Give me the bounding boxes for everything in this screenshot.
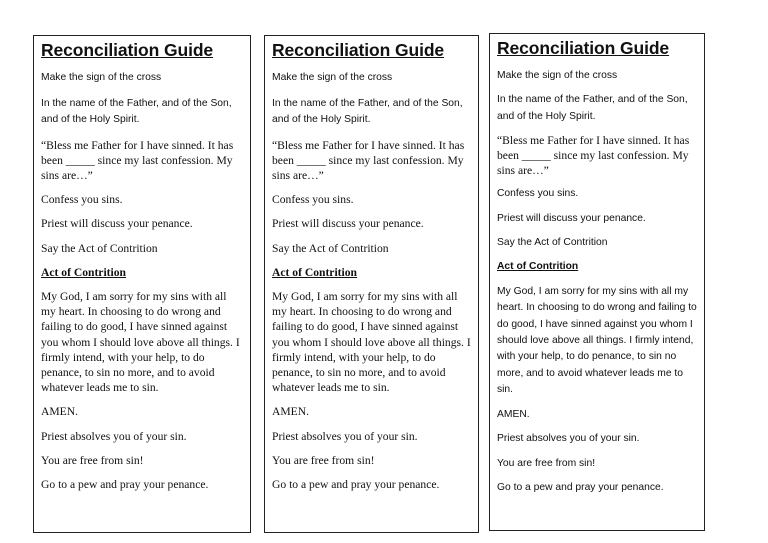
step-amen: AMEN. bbox=[497, 408, 530, 420]
reconciliation-card-3 bbox=[489, 33, 705, 531]
step-free: You are free from sin! bbox=[497, 457, 596, 469]
step-free: You are free from sin! bbox=[41, 453, 144, 467]
step-in-the-name: In the name of the Father, and of the Son, and of the Holy Spirit. bbox=[497, 94, 688, 122]
step-pew: Go to a pew and pray your penance. bbox=[41, 477, 209, 491]
act-of-contrition-text: My God, I am sorry for my sins with all my heart. In choosing to do wrong and failing to do good, I have sinned against you whom I should love above all things. I firmly intend, with your help, to do penance, to sin no more, and to avoid whatever leads me to sin. bbox=[41, 289, 240, 395]
step-confess: Confess you sins. bbox=[497, 188, 579, 200]
step-confess: Confess you sins. bbox=[41, 193, 123, 207]
step-confess: Confess you sins. bbox=[272, 193, 354, 207]
step-in-the-name: In the name of the Father, and of the Son, and of the Holy Spirit. bbox=[272, 97, 463, 125]
card-title: Reconciliation Guide bbox=[272, 40, 445, 60]
step-in-the-name: In the name of the Father, and of the Son, and of the Holy Spirit. bbox=[41, 97, 232, 125]
step-sign-of-cross: Make the sign of the cross bbox=[41, 72, 162, 83]
act-of-contrition-text: My God, I am sorry for my sins with all my heart. In choosing to do wrong and failing to do good, I have sinned against you whom I should love above all things. I firmly intend, with your help, to do penance, to sin no more, and to avoid whatever leads me to sin. bbox=[272, 289, 471, 395]
reconciliation-card-2 bbox=[264, 35, 479, 533]
act-of-contrition-heading: Act of Contrition bbox=[41, 265, 127, 279]
step-absolves: Priest absolves you of your sin. bbox=[272, 429, 418, 443]
act-of-contrition-text: My God, I am sorry for my sins with all my heart. In choosing to do wrong and failing to do good, I have sinned against you whom I should love above all things. I firmly intend, with your help, to do penance, to sin no more, and to avoid whatever leads me to sin. bbox=[497, 285, 697, 396]
step-amen: AMEN. bbox=[272, 405, 310, 419]
step-pew: Go to a pew and pray your penance. bbox=[272, 477, 440, 491]
step-say-act: Say the Act of Contrition bbox=[41, 241, 158, 255]
act-of-contrition-heading: Act of Contrition bbox=[497, 261, 579, 273]
card-title: Reconciliation Guide bbox=[41, 40, 214, 60]
step-bless-me: “Bless me Father for I have sinned. It has been _____ since my last confession. My sins are…” bbox=[41, 138, 234, 182]
card-title: Reconciliation Guide bbox=[497, 38, 670, 58]
step-bless-me: “Bless me Father for I have sinned. It has been _____ since my last confession. My sins are…” bbox=[497, 134, 690, 178]
reconciliation-card-1 bbox=[33, 35, 251, 533]
step-say-act: Say the Act of Contrition bbox=[497, 237, 608, 249]
step-absolves: Priest absolves you of your sin. bbox=[41, 429, 187, 443]
act-of-contrition-heading: Act of Contrition bbox=[272, 265, 358, 279]
step-amen: AMEN. bbox=[41, 405, 79, 419]
step-bless-me: “Bless me Father for I have sinned. It has been _____ since my last confession. My sins are…” bbox=[272, 138, 465, 182]
step-sign-of-cross: Make the sign of the cross bbox=[497, 70, 618, 81]
step-pew: Go to a pew and pray your penance. bbox=[497, 481, 664, 493]
step-priest-discuss: Priest will discuss your penance. bbox=[41, 217, 193, 231]
step-priest-discuss: Priest will discuss your penance. bbox=[272, 217, 424, 231]
step-free: You are free from sin! bbox=[272, 453, 375, 467]
step-say-act: Say the Act of Contrition bbox=[272, 241, 389, 255]
step-sign-of-cross: Make the sign of the cross bbox=[272, 72, 393, 83]
step-absolves: Priest absolves you of your sin. bbox=[497, 433, 640, 445]
step-priest-discuss: Priest will discuss your penance. bbox=[497, 212, 646, 224]
